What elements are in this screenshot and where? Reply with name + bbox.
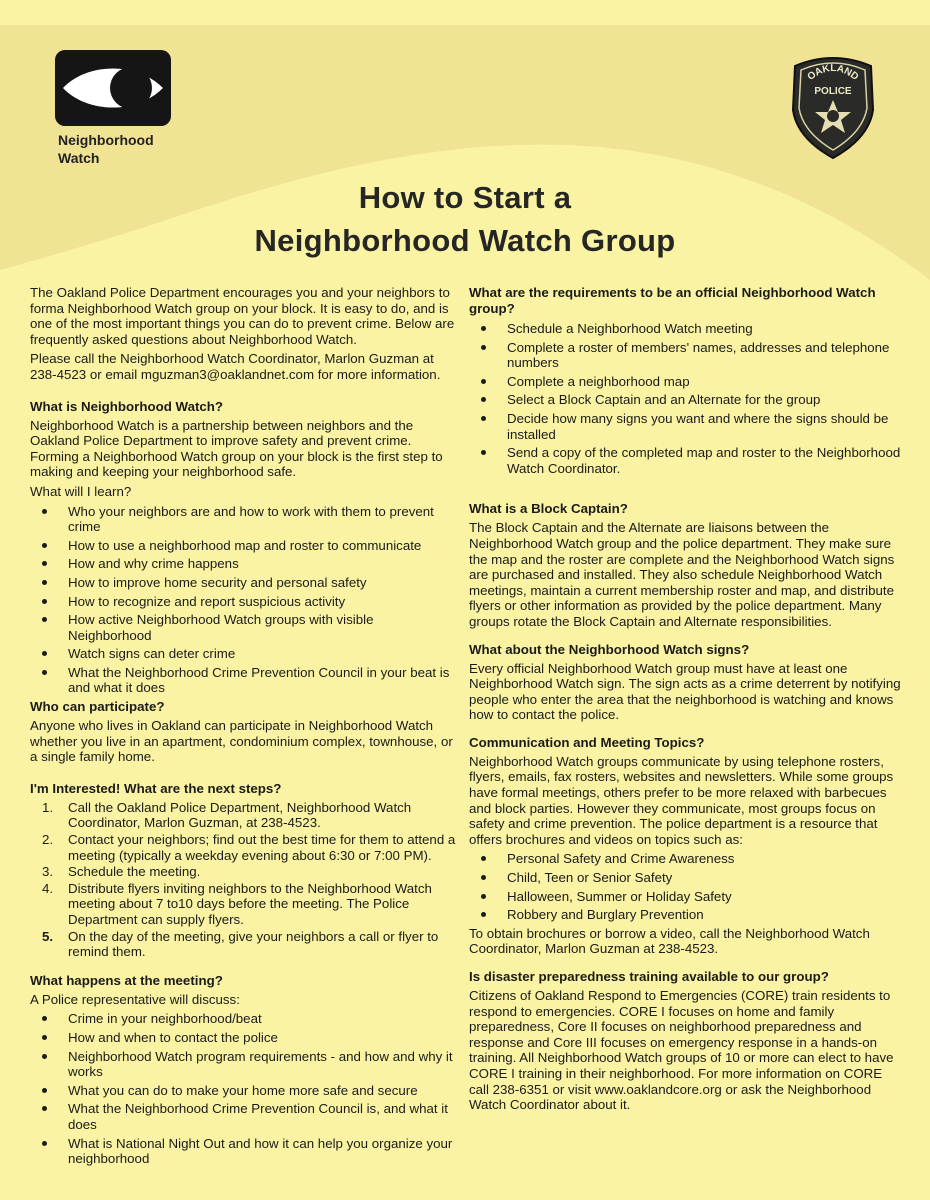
- list-item: 1. Call the Oakland Police Department, Neighborhood Watch Coordinator, Marlon Guzman, at 238-4523.: [42, 799, 412, 831]
- disaster-body: Citizens of Oakland Respond to Emergencies (CORE) train residents to respond to emergencies. CORE I focuses on home and family preparedness, Core II focuses on neighborhood preparedness and response and Core III focuses on emergency response in a hands-on training. All Neighborhood Watch groups of 10 or more can elect to have CORE I training in their neighborhood. For more information on CORE call 238-6351 or visit www.oaklandcore.org or ask the Neighborhood Watch Coordinator about it.: [469, 988, 894, 1113]
- list-item: Complete a roster of members' names, addresses and telephone numbers: [469, 340, 901, 371]
- block-captain-body: The Block Captain and the Alternate are liaisons between the Neighborhood Watch group and the police department. They make sure the map and the roster are complete and the Neighborhood Watch signs are purchased and installed. They also schedule Neighborhood Watch meetings, maintain a current membership roster and map, and distribute flyers or other information as provided by the police department. Many groups rotate the Block Captain and Alternate responsibilities.: [469, 520, 895, 629]
- what-is-body: Neighborhood Watch is a partnership between neighbors and the Oakland Police Department to improve safety and prevent crime. Forming a Neighborhood Watch group on your block is the first step to making and keeping your neighborhood safe.: [30, 417, 443, 480]
- right-column: [469, 285, 901, 1117]
- communication-heading: Communication and Meeting Topics?: [469, 734, 705, 750]
- next-steps-list: [30, 800, 460, 960]
- learn-list: [30, 504, 460, 697]
- list-item: How to improve home security and personal safety: [30, 575, 460, 591]
- list-item: Personal Safety and Crime Awareness: [469, 851, 901, 867]
- list-item: How to use a neighborhood map and roster to communicate: [30, 538, 460, 554]
- meeting-heading: What happens at the meeting?: [30, 972, 223, 988]
- next-steps-heading: I'm Interested! What are the next steps?: [30, 780, 282, 796]
- disaster-heading: Is disaster preparedness training available to our group?: [469, 969, 829, 984]
- svg-text:OAKLAND: OAKLAND: [805, 62, 861, 83]
- list-item: How and why crime happens: [30, 556, 460, 572]
- list-item: What is National Night Out and how it can help you organize your neighborhood: [30, 1136, 460, 1167]
- list-item: Halloween, Summer or Holiday Safety: [469, 889, 901, 905]
- logo-label: Neighborhood Watch: [58, 132, 154, 166]
- requirements-list: [469, 321, 901, 476]
- list-item: Schedule a Neighborhood Watch meeting: [469, 321, 901, 337]
- intro-paragraph: The Oakland Police Department encourages you and your neighbors to forma Neighborhood Watch group on your block. It is easy to do, and is one of the most important things you can do to prevent crime. Below are frequently asked questions about Neighborhood Watch.: [30, 285, 455, 347]
- contact-paragraph: Please call the Neighborhood Watch Coordinator, Marlon Guzman at 238-4523 or email mguzman3@oaklandnet.com for more information.: [30, 351, 441, 382]
- list-item: What the Neighborhood Crime Prevention Council in your beat is and what it does: [30, 665, 460, 696]
- list-item: Neighborhood Watch program requirements - and how and why it works: [30, 1049, 460, 1080]
- neighborhood-watch-logo: [55, 50, 171, 126]
- meeting-intro: A Police representative will discuss:: [30, 991, 240, 1007]
- list-item: Who your neighbors are and how to work with them to prevent crime: [30, 504, 460, 535]
- block-captain-heading: What is a Block Captain?: [469, 501, 628, 517]
- topics-list: [469, 851, 901, 922]
- list-item: How to recognize and report suspicious activity: [30, 594, 460, 610]
- communication-body: Neighborhood Watch groups communicate by using telephone rosters, flyers, emails, fax rosters, websites and newsletters. While some groups have formal meetings, others prefer to be more relaxed with barbecues and block parties. However they communicate, most groups focus on safety and crime prevention. The police department is a resource that offers brochures and videos on topics such as:: [469, 753, 894, 847]
- what-is-heading: What is Neighborhood Watch?: [30, 398, 224, 414]
- list-item: Complete a neighborhood map: [469, 374, 901, 390]
- list-item: 4. Distribute flyers inviting neighbors to the Neighborhood Watch meeting about 7 to10 days before the meeting. The Police Department can supply flyers.: [42, 880, 432, 927]
- list-item: How active Neighborhood Watch groups with visible Neighborhood: [30, 612, 460, 643]
- list-item: Child, Teen or Senior Safety: [469, 870, 901, 886]
- list-item: What the Neighborhood Crime Prevention Council is, and what it does: [30, 1101, 460, 1132]
- signs-body: Every official Neighborhood Watch group must have at least one Neighborhood Watch sign. The sign acts as a crime deterrent by notifying people who enter the area that the neighborhood is watching and knows how to contact the police.: [469, 660, 901, 723]
- list-item: Decide how many signs you want and where the signs should be installed: [469, 411, 901, 442]
- list-item: Robbery and Burglary Prevention: [469, 907, 901, 923]
- list-item: Crime in your neighborhood/beat: [30, 1011, 460, 1027]
- signs-heading: What about the Neighborhood Watch signs?: [469, 641, 750, 657]
- requirements-heading: What are the requirements to be an official Neighborhood Watch group?: [469, 285, 876, 316]
- who-heading: Who can participate?: [30, 699, 165, 715]
- oakland-police-badge: [787, 48, 879, 160]
- list-item: Select a Block Captain and an Alternate for the group: [469, 392, 901, 408]
- list-item: 5. On the day of the meeting, give your neighbors a call or flyer to remind them.: [42, 928, 439, 960]
- list-item: 3. Schedule the meeting.: [42, 864, 201, 880]
- svg-text:POLICE: POLICE: [814, 86, 852, 97]
- left-column: [30, 285, 460, 1170]
- who-body: Anyone who lives in Oakland can participate in Neighborhood Watch whether you live in an apartment, condominium complex, townhouse, or a single family home.: [30, 718, 453, 765]
- list-item: Watch signs can deter crime: [30, 646, 460, 662]
- meeting-list: [30, 1011, 460, 1166]
- list-item: How and when to contact the police: [30, 1030, 460, 1046]
- eye-icon: [55, 50, 171, 126]
- list-item: What you can do to make your home more safe and secure: [30, 1083, 460, 1099]
- communication-outro: To obtain brochures or borrow a video, call the Neighborhood Watch Coordinator, Marlon Guzman at 238-4523.: [469, 925, 870, 957]
- page-title: How to Start a Neighborhood Watch Group: [254, 180, 676, 258]
- list-item: 2. Contact your neighbors; find out the best time for them to attend a meeting (typically a weekday evening about 6:30 or 7:00 PM).: [42, 832, 456, 863]
- list-item: Send a copy of the completed map and roster to the Neighborhood Watch Coordinator.: [469, 445, 901, 476]
- learn-label: What will I learn?: [30, 483, 132, 499]
